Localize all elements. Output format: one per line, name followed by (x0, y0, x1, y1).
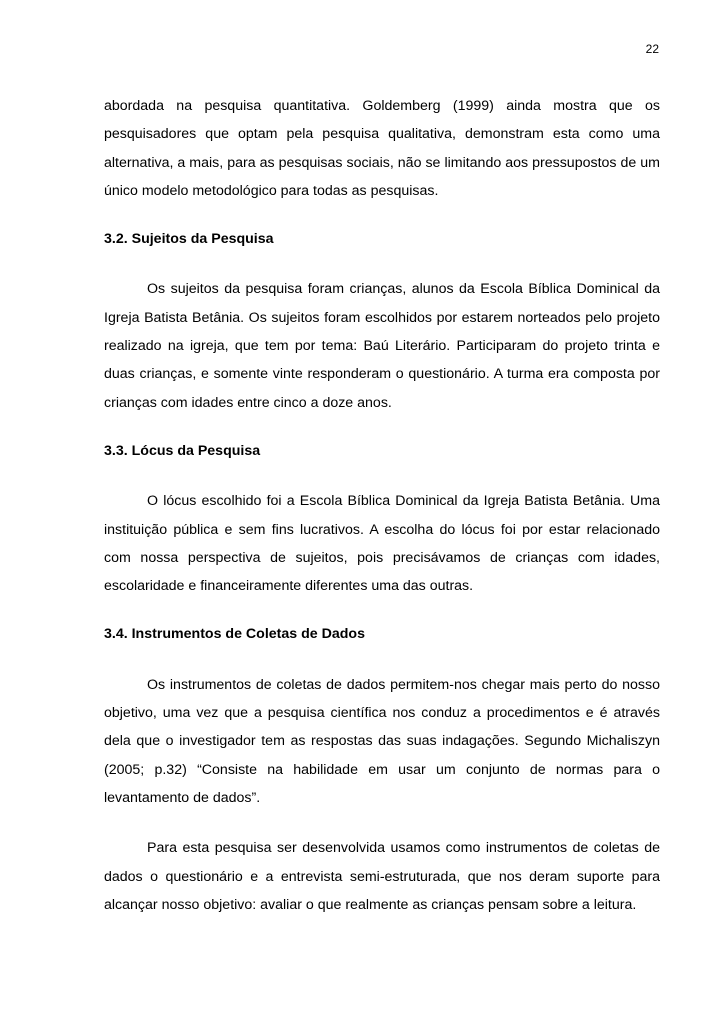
section-heading-locus: 3.3. Lócus da Pesquisa (104, 442, 261, 459)
instrumentos-paragraph-1: Os instrumentos de coletas de dados permitem-nos chegar mais perto do nosso objetivo, uma vez que a pesquisa científica nos conduz a procedimentos e é através dela que o investigador tem as respostas das suas indagações. Segundo Michaliszyn (2005; p.32) “Consiste na habilidade em usar um conjunto de normas para o levantamento de dados”. (104, 676, 660, 806)
sujeitos-paragraph: Os sujeitos da pesquisa foram crianças, alunos da Escola Bíblica Dominical da Igreja Batista Betânia. Os sujeitos foram escolhidos por estarem norteados pelo projeto realizado na igreja, que tem por tema: Baú Literário. Participaram do projeto trinta e duas crianças, e somente vinte responderam o questionário. A turma era composta por crianças com idades entre cinco a doze anos. (104, 281, 660, 411)
section-heading-instrumentos: 3.4. Instrumentos de Coletas de Dados (104, 626, 365, 643)
intro-paragraph: abordada na pesquisa quantitativa. Goldemberg (1999) ainda mostra que os pesquisadores que optam pela pesquisa qualitativa, demonstram esta como uma alternativa, a mais, para as pesquisas sociais, não se limitando aos pressupostos de um único modelo metodológico para todas as pesquisas. (104, 98, 660, 199)
section-heading-sujeitos: 3.2. Sujeitos da Pesquisa (104, 231, 274, 248)
page-number: 22 (645, 42, 659, 56)
instrumentos-paragraph-2: Para esta pesquisa ser desenvolvida usamos como instrumentos de coletas de dados o questionário e a entrevista semi-estruturada, que nos deram suporte para alcançar nosso objetivo: avaliar o que realmente as crianças pensam sobre a leitura. (104, 840, 660, 913)
document-body (104, 92, 660, 919)
locus-paragraph: O lócus escolhido foi a Escola Bíblica Dominical da Igreja Batista Betânia. Uma instituição pública e sem fins lucrativos. A escolha do lócus foi por estar relacionado com nossa perspectiva de sujeitos, pois precisávamos de crianças com idades, escolaridade e financeiramente diferentes uma das outras. (104, 493, 660, 595)
